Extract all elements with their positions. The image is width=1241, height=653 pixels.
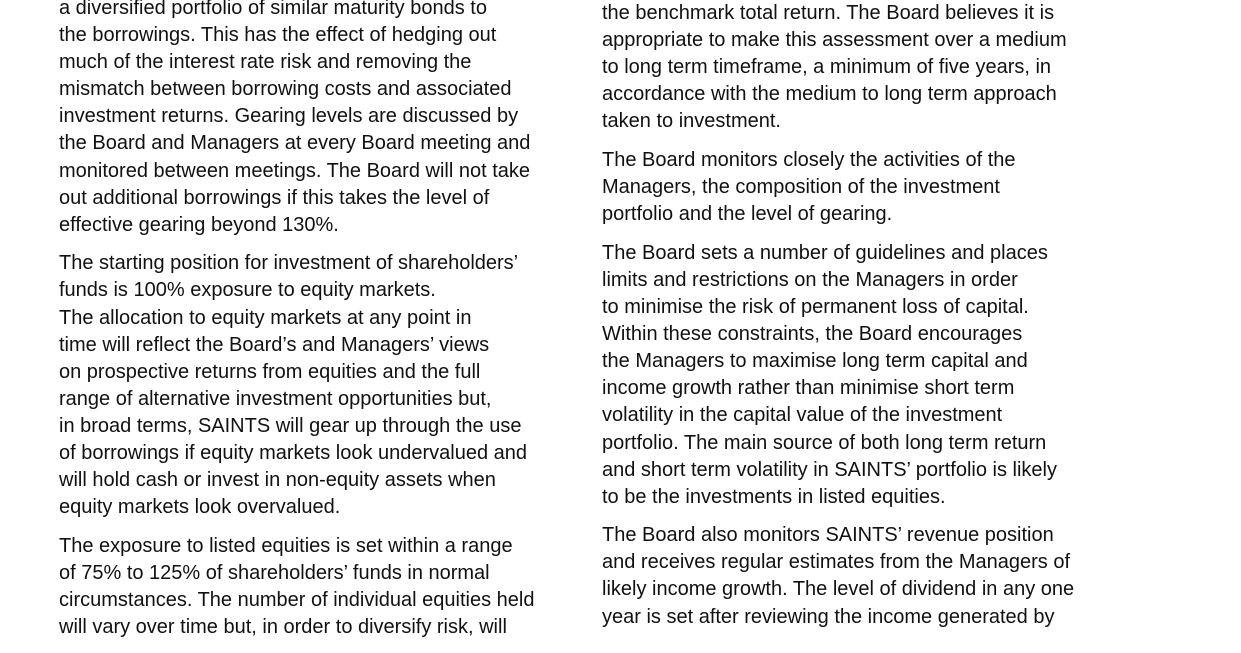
text-line: Managers, the composition of the investment (602, 174, 1132, 201)
text-line: funds is 100% exposure to equity markets. (59, 277, 589, 304)
text-line: The exposure to listed equities is set within a range (59, 533, 589, 560)
text-line: monitored between meetings. The Board will not take (59, 158, 589, 185)
paragraph (602, 0, 1132, 136)
text-line: time will reflect the Board’s and Managers’ views (59, 332, 589, 359)
text-line: The allocation to equity markets at any point in (59, 305, 589, 332)
text-line: taken to investment. (602, 108, 1132, 135)
text-line: range of alternative investment opportunities but, (59, 386, 589, 413)
text-line: much of the interest rate risk and removing the (59, 49, 589, 76)
text-line: the benchmark total return. The Board believes it is (602, 0, 1132, 27)
paragraph (602, 147, 1132, 228)
text-line: the borrowings. This has the effect of hedging out (59, 22, 589, 49)
text-line: The Board monitors closely the activities of the (602, 147, 1132, 174)
text-line: portfolio and the level of gearing. (602, 201, 1132, 228)
paragraph (602, 522, 1132, 630)
text-line: in broad terms, SAINTS will gear up through the use (59, 413, 589, 440)
text-line: will vary over time but, in order to diversify risk, will (59, 614, 589, 641)
text-line: the Board and Managers at every Board meeting and (59, 130, 589, 157)
left-text-column (59, 0, 589, 653)
text-line: investment returns. Gearing levels are discussed by (59, 103, 589, 130)
text-line: out additional borrowings if this takes the level of (59, 185, 589, 212)
right-text-column (602, 0, 1132, 642)
text-line: year is set after reviewing the income generated by (602, 604, 1132, 631)
paragraph (59, 250, 589, 521)
paragraph (602, 240, 1132, 511)
text-line: the Managers to maximise long term capital and (602, 348, 1132, 375)
text-line: of 75% to 125% of shareholders’ funds in normal (59, 560, 589, 587)
text-line: and short term volatility in SAINTS’ portfolio is likely (602, 457, 1132, 484)
text-line: likely income growth. The level of dividend in any one (602, 576, 1132, 603)
text-line: accordance with the medium to long term approach (602, 81, 1132, 108)
text-line: The Board also monitors SAINTS’ revenue position (602, 522, 1132, 549)
text-line: volatility in the capital value of the investment (602, 402, 1132, 429)
text-line: The Board sets a number of guidelines and places (602, 240, 1132, 267)
paragraph (59, 0, 589, 239)
text-line: portfolio. The main source of both long term return (602, 430, 1132, 457)
text-line: circumstances. The number of individual equities held (59, 587, 589, 614)
text-line: of borrowings if equity markets look undervalued and (59, 440, 589, 467)
text-line: Within these constraints, the Board encourages (602, 321, 1132, 348)
text-line: to minimise the risk of permanent loss of capital. (602, 294, 1132, 321)
text-line: limits and restrictions on the Managers in order (602, 267, 1132, 294)
text-line: to be the investments in listed equities. (602, 484, 1132, 511)
text-line: appropriate to make this assessment over a medium (602, 27, 1132, 54)
text-line: The starting position for investment of shareholders’ (59, 250, 589, 277)
text-line: to long term timeframe, a minimum of five years, in (602, 54, 1132, 81)
text-line: effective gearing beyond 130%. (59, 212, 589, 239)
text-line: will hold cash or invest in non-equity assets when (59, 467, 589, 494)
text-line: on prospective returns from equities and the full (59, 359, 589, 386)
text-line: a diversified portfolio of similar maturity bonds to (59, 0, 589, 22)
text-line: equity markets look overvalued. (59, 494, 589, 521)
text-line: and receives regular estimates from the Managers of (602, 549, 1132, 576)
text-line: income growth rather than minimise short term (602, 375, 1132, 402)
paragraph (59, 533, 589, 641)
text-line: mismatch between borrowing costs and associated (59, 76, 589, 103)
